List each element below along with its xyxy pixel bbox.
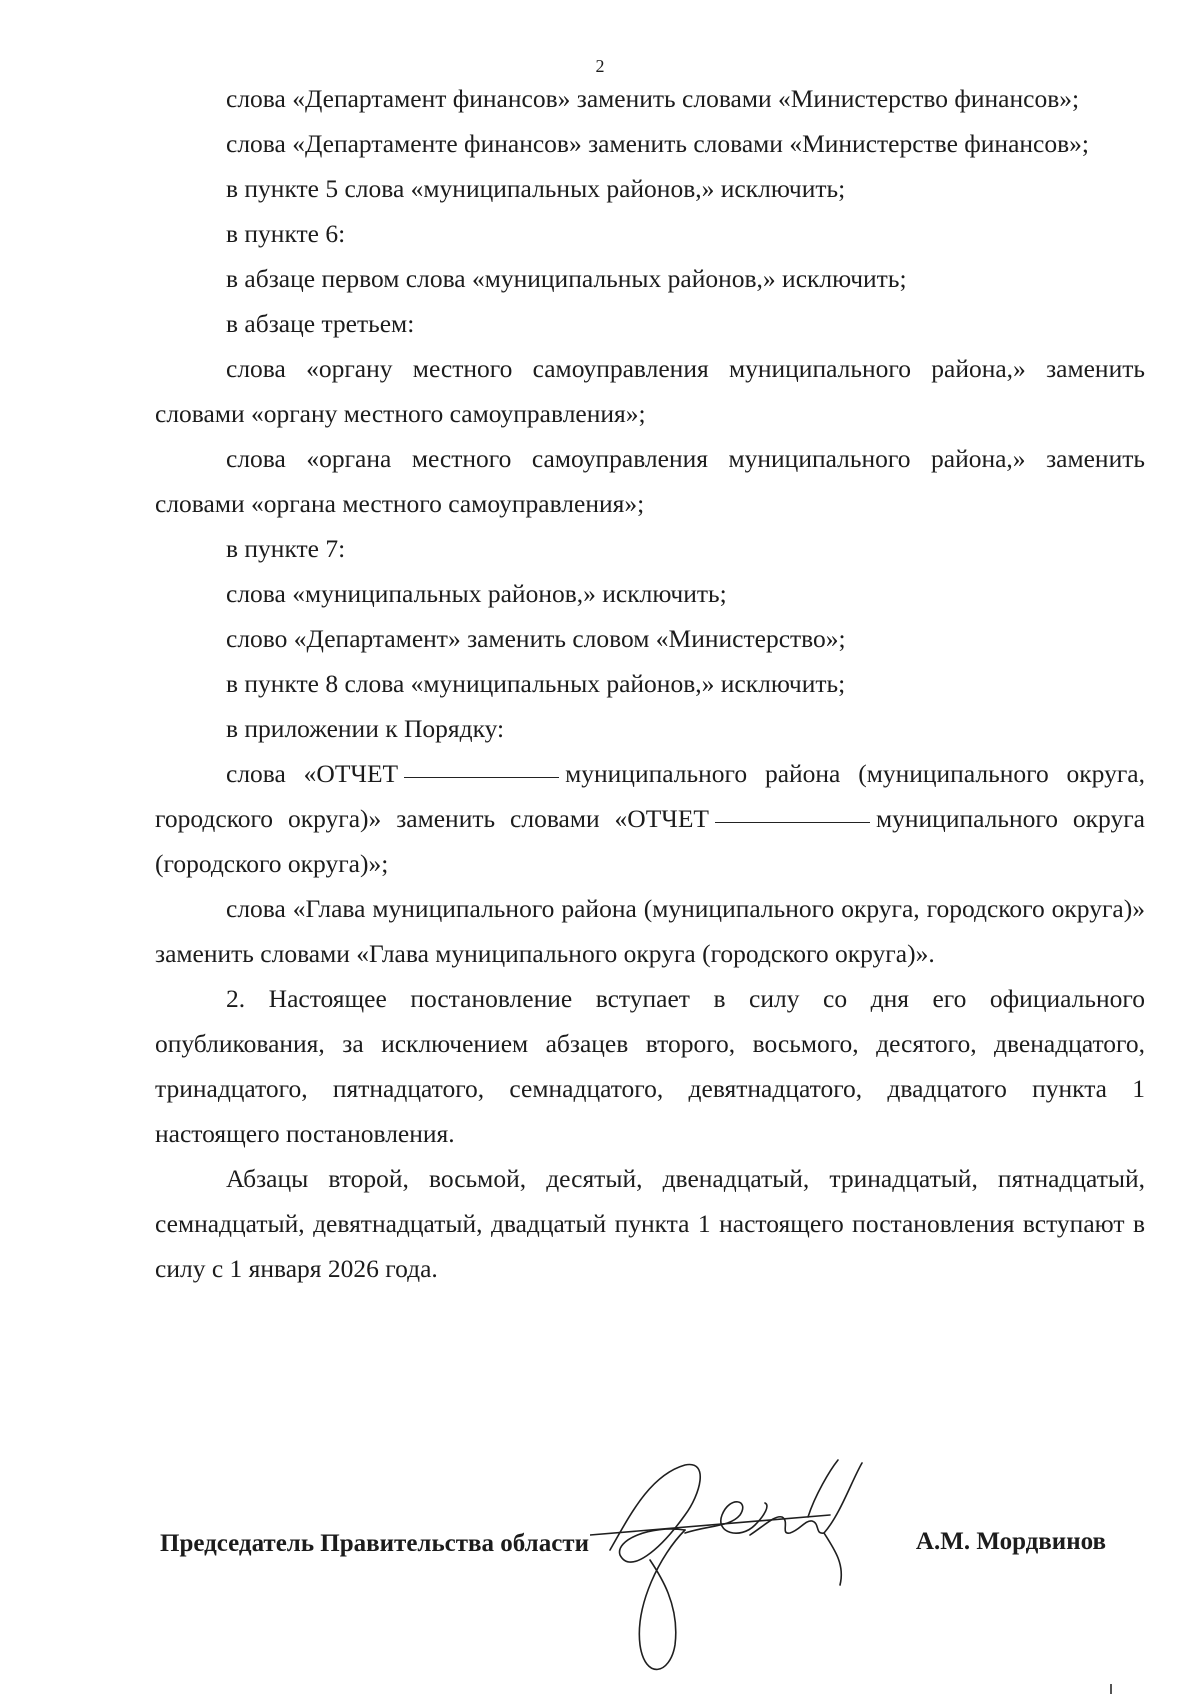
report-text-part2: муниципального района (муниципального округа, городского округа)» заменить словами «ОТЧЕТ: [155, 759, 1145, 833]
paragraph: в пункте 8 слова «муниципальных районов,» исключить;: [226, 669, 846, 698]
report-paragraph: [155, 751, 1145, 886]
report-text-part1: слова «ОТЧЕТ: [226, 759, 399, 788]
scan-mark: [1110, 1684, 1112, 1694]
blank-line: [715, 821, 870, 823]
paragraph: в приложении к Порядку:: [226, 714, 505, 743]
paragraph: слово «Департамент» заменить словом «Министерство»;: [226, 624, 846, 653]
paragraph: слова «муниципальных районов,» исключить;: [226, 579, 727, 608]
handwritten-signature: [590, 1455, 950, 1685]
paragraph: слова «Департаменте финансов» заменить словами «Министерстве финансов»;: [226, 129, 1089, 158]
paragraph: в пункте 6:: [226, 219, 346, 248]
paragraph-effective-date: 2. Настоящее постановление вступает в силу со дня его официального опубликования, за исключением абзацев второго, восьмого, десятого, двенадцатого, тринадцатого, пятнадцатого, семнадцатого, девятнадцатого, двадцатого пункта 1 настоящего постановления.: [155, 984, 1145, 1148]
blank-line: [404, 776, 559, 778]
paragraph: слова «Глава муниципального района (муниципального округа, городского округа)» заменить словами «Глава муниципального округа (городского округа)».: [155, 894, 1145, 968]
document-body: [155, 76, 1145, 1291]
paragraph: в абзаце первом слова «муниципальных районов,» исключить;: [226, 264, 907, 293]
paragraph: слова «Департамент финансов» заменить словами «Министерство финансов»;: [226, 84, 1080, 113]
paragraph-effective-2026: Абзацы второй, восьмой, десятый, двенадцатый, тринадцатый, пятнадцатый, семнадцатый, девятнадцатый, двадцатый пункта 1 настоящего постановления вступают в силу с 1 января 2026 года.: [155, 1164, 1145, 1283]
report-text-part3: муниципального округа (городского округа)»;: [155, 804, 1145, 878]
paragraph: в пункте 5 слова «муниципальных районов,» исключить;: [226, 174, 846, 203]
page-number: 2: [595, 56, 605, 76]
paragraph: в пункте 7:: [226, 534, 346, 563]
paragraph: слова «органа местного самоуправления муниципального района,» заменить словами «органа местного самоуправления»;: [155, 444, 1145, 518]
paragraph: слова «органу местного самоуправления муниципального района,» заменить словами «органу местного самоуправления»;: [155, 354, 1145, 428]
paragraph: в абзаце третьем:: [226, 309, 415, 338]
signer-name: А.М. Мордвинов: [915, 1528, 1106, 1555]
signer-title: Председатель Правительства области: [160, 1530, 589, 1557]
